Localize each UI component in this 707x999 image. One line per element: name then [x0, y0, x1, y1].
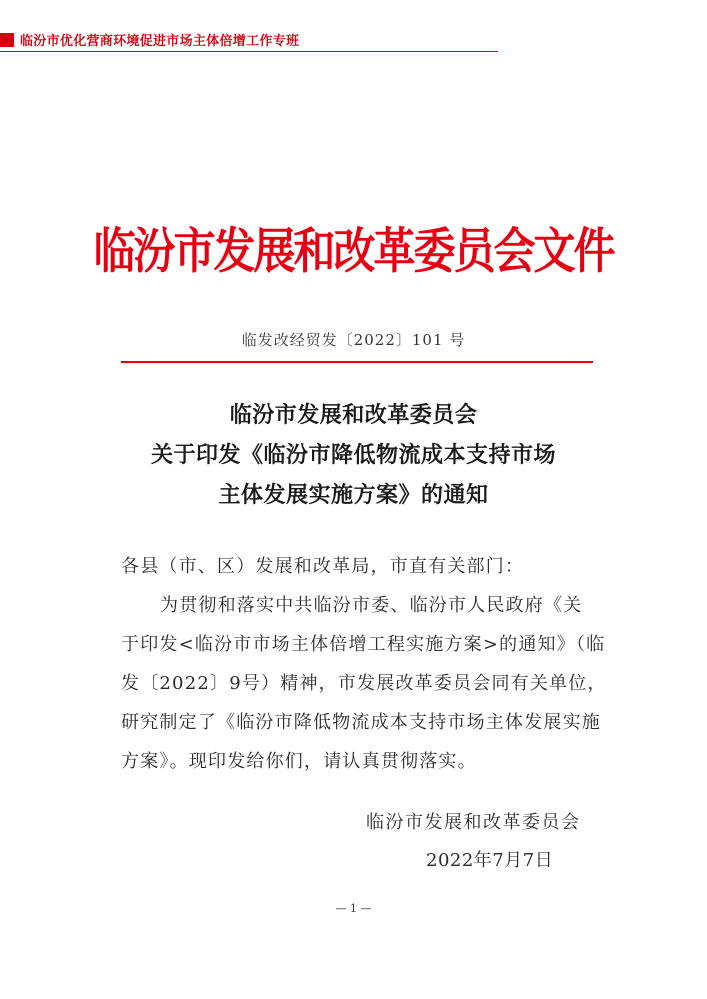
- title-line-2: 关于印发《临汾市降低物流成本支持市场: [150, 442, 556, 468]
- document-number: 临发改经贸发〔2022〕101 号: [241, 331, 466, 349]
- banner-red-square: [0, 33, 14, 47]
- body-line-2: 于印发<临汾市市场主体倍增工程实施方案>的通知》（临: [121, 634, 606, 655]
- addressee: 各县（市、区）发展和改革局，市直有关部门：: [121, 556, 525, 577]
- banner-underline: [0, 51, 498, 52]
- body-line-5: 方案》。现印发给你们，请认真贯彻落实。: [121, 751, 477, 772]
- masthead-red-divider: [121, 361, 593, 363]
- body-line-1: 为贯彻和落实中共临汾市委、临汾市人民政府《关: [160, 595, 583, 616]
- title-line-3: 主体发展实施方案》的通知: [218, 482, 489, 508]
- title-line-1: 临汾市发展和改革委员会: [229, 402, 478, 428]
- document-masthead: 临汾市发展和改革委员会文件: [93, 222, 614, 280]
- banner-text: 临汾市优化营商环境促进市场主体倍增工作专班: [20, 34, 300, 49]
- signature-date: 2022年7月7日: [426, 850, 554, 871]
- body-line-4: 研究制定了《临汾市降低物流成本支持市场主体发展实施: [121, 712, 601, 733]
- body-line-3: 发〔2022〕9号）精神，市发展改革委员会同有关单位，: [121, 673, 607, 694]
- signature: 临汾市发展和改革委员会: [366, 812, 581, 833]
- header-banner: [0, 27, 498, 53]
- page-number: — 1 —: [335, 902, 372, 915]
